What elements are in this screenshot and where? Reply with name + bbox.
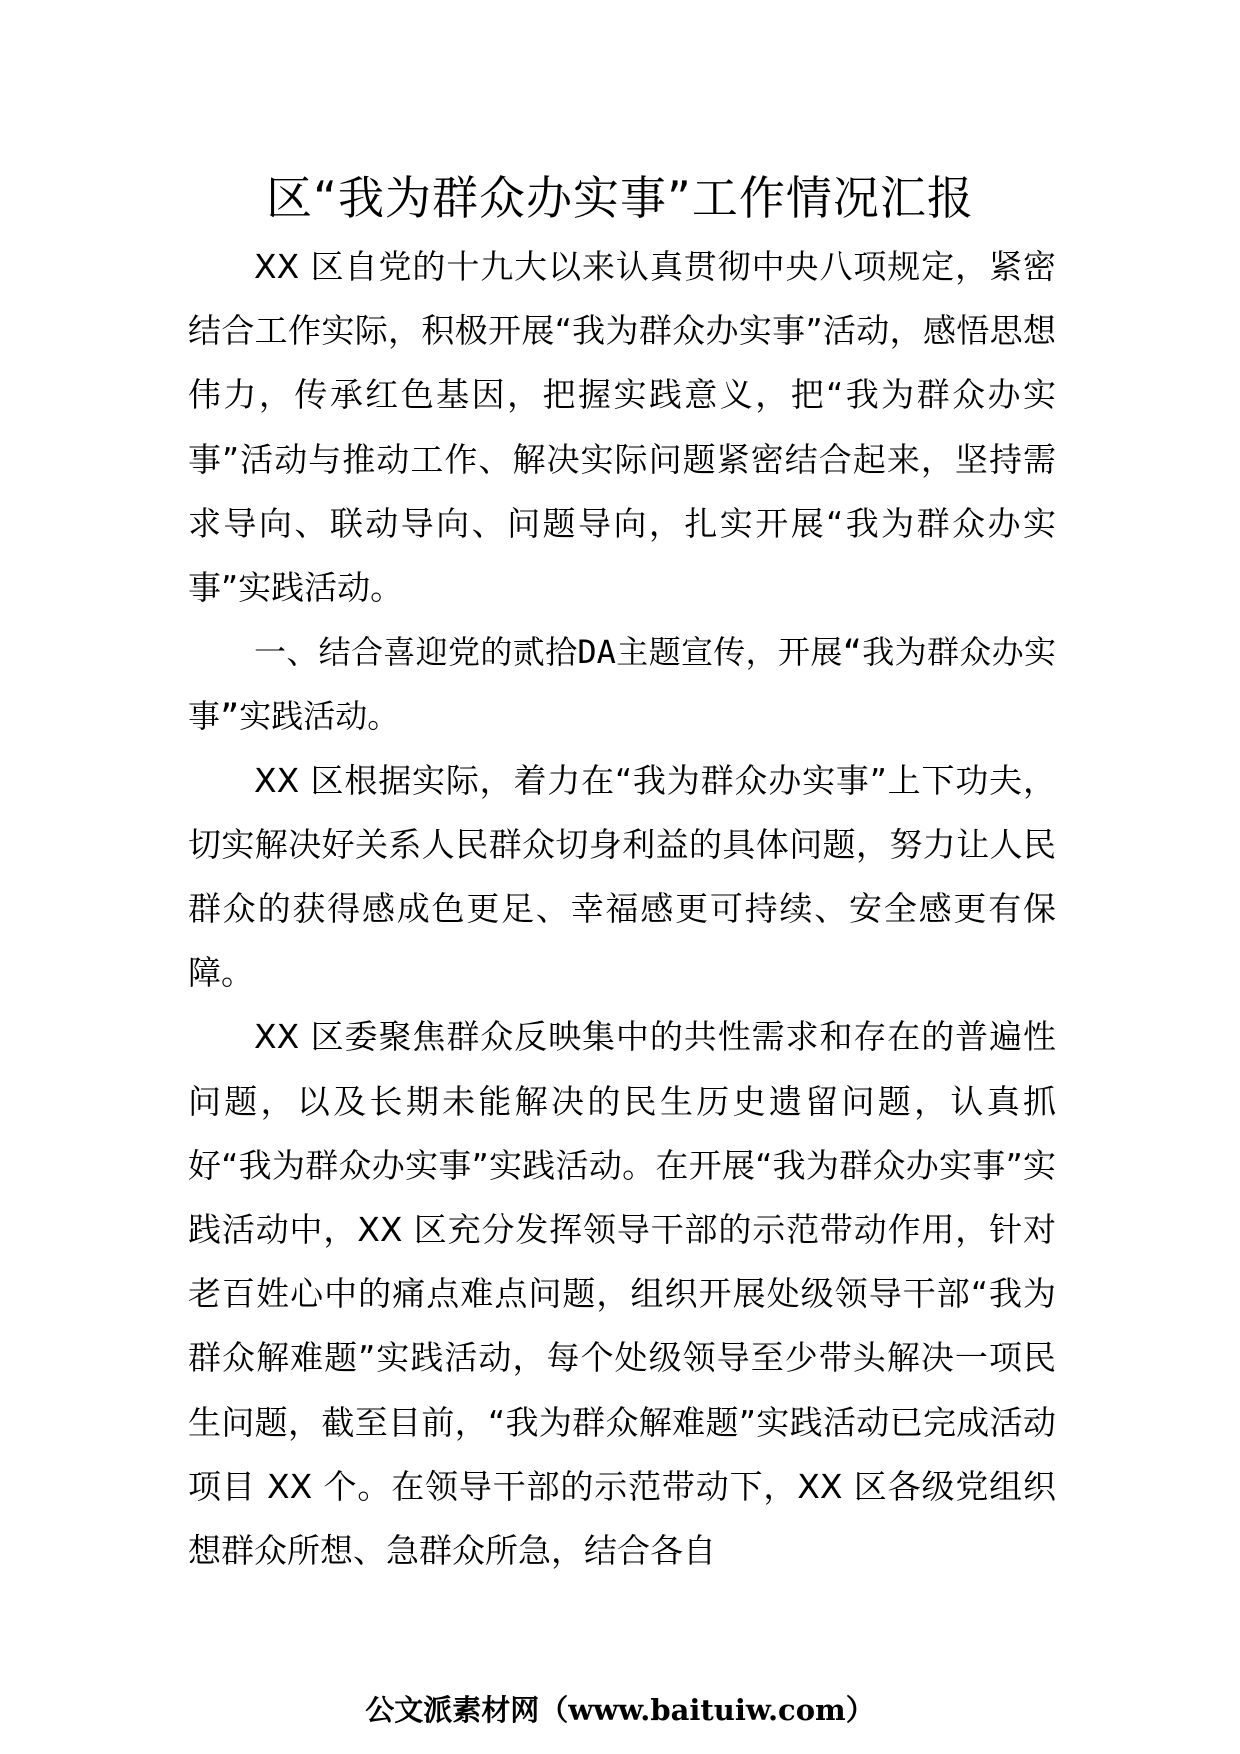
source-footer: 公文派素材网（www.baituiw.com） xyxy=(365,1693,875,1727)
section-heading-1: 一、结合喜迎党的贰拾DA主题宣传，开展“我为群众办实事”实践活动。 xyxy=(188,633,1056,736)
paragraph-intro: XX 区自党的十九大以来认真贯彻中央八项规定，紧密结合工作实际，积极开展“我为群众办实事”活动，感悟思想伟力，传承红色基因，把握实践意义，把“我为群众办实事”活动与推动工作、解决实际问题紧密结合起来，坚持需求导向、联动导向、问题导向，扎实开展“我为群众办实事”实践活动。 xyxy=(188,247,1056,608)
document-body xyxy=(188,235,1056,1583)
paragraph-district-committee: XX 区委聚焦群众反映集中的共性需求和存在的普遍性问题，以及长期未能解决的民生历史遗留问题，认真抓好“我为群众办实事”实践活动。在开展“我为群众办实事”实践活动中，XX 区充分发挥领导干部的示范带动作用，针对老百姓心中的痛点难点问题，组织开展处级领导干部“我为群众解难题”实践活动，每个处级领导至少带头解决一项民生问题，截至目前，“我为群众解难题”实践活动已完成活动项目 XX 个。在领导干部的示范带动下，XX 区各级党组织想群众所想、急群众所急，结合各自 xyxy=(188,1017,1056,1571)
paragraph-practice: XX 区根据实际，着力在“我为群众办实事”上下功夫，切实解决好关系人民群众切身利益的具体问题，努力让人民群众的获得感成色更足、幸福感更可持续、安全感更有保障。 xyxy=(188,760,1056,993)
document-title: 区“我为群众办实事”工作情况汇报 xyxy=(266,171,974,225)
